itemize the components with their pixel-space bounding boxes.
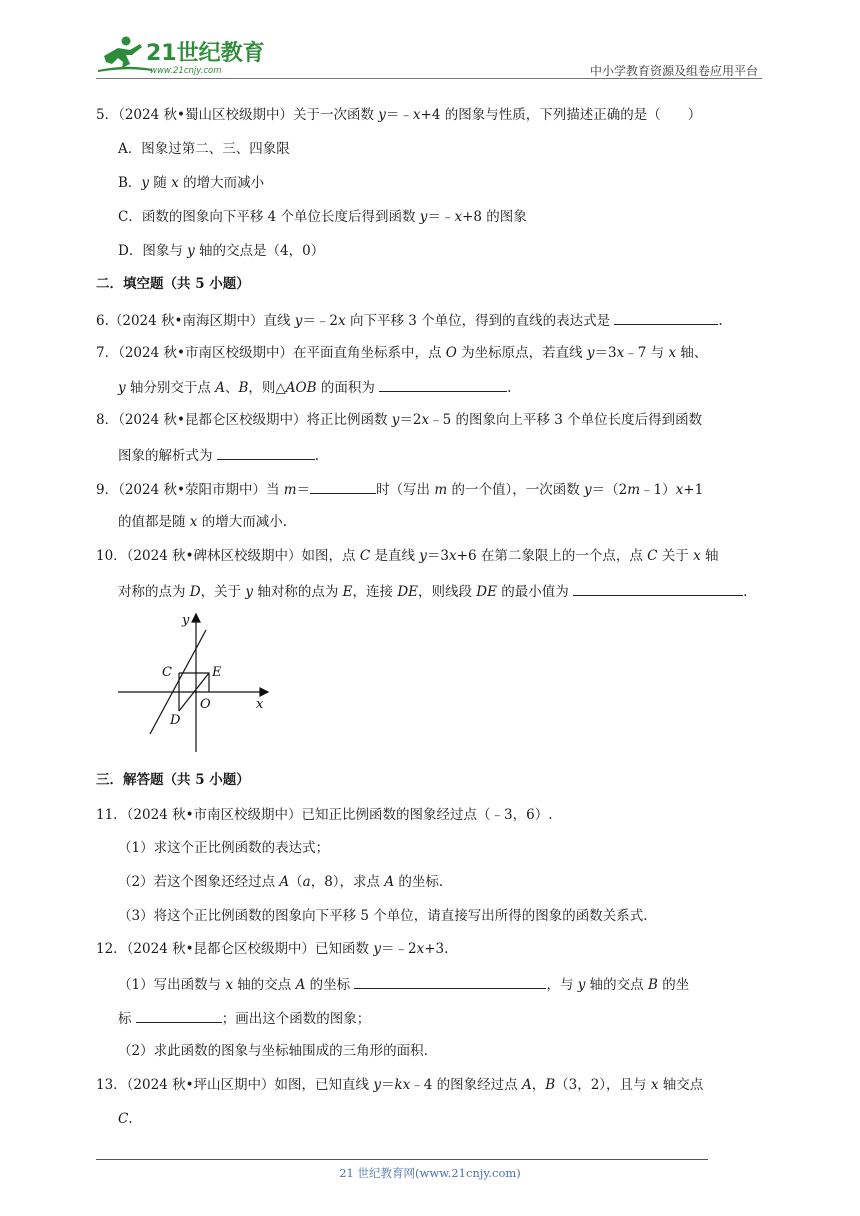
question-12-part-1-line-2: 标 ；画出这个函数的图象； xyxy=(118,1008,370,1028)
answer-blank xyxy=(614,310,718,325)
x-axis-arrow xyxy=(260,688,268,696)
question-5-option-c: C．函数的图象向下平移 4 个单位长度后得到函数 y＝﹣x+8 的图象 xyxy=(118,209,527,225)
question-11-stem: 11．（2024 秋•市南区校级期中）已知正比例函数的图象经过点（﹣3，6）. xyxy=(96,807,553,823)
question-7-line-2: y 轴分别交于点 A、B，则△AOB 的面积为 . xyxy=(118,377,511,397)
question-11-part-1: （1）求这个正比例函数的表达式； xyxy=(118,840,330,856)
question-11-part-3: （3）将这个正比例函数的图象向下平移 5 个单位，请直接写出所得的图象的函数关系式. xyxy=(118,908,648,924)
question-5-stem: 5．（2024 秋•蜀山区校级期中）关于一次函数 y＝﹣x+4 的图象与性质，下列描述正确的是（ ） xyxy=(96,107,702,123)
question-9-line-1: 9．（2024 秋•荥阳市期中）当 m＝ 时（写出 m 的一个值），一次函数 y＝（2m﹣1）x+1 xyxy=(96,479,703,499)
question-10-line-1: 10．（2024 秋•碑林区校级期中）如图，点 C 是直线 y＝3x+6 在第二象限上的一个点，点 C 关于 x 轴 xyxy=(96,548,719,564)
answer-blank xyxy=(354,974,546,989)
answer-blank xyxy=(573,581,743,596)
point-c-label: C xyxy=(162,665,172,680)
question-7-line-1: 7．（2024 秋•市南区校级期中）在平面直角坐标系中，点 O 为坐标原点，若直线 y＝3x﹣7 与 x 轴、 xyxy=(96,345,708,361)
point-e-label: E xyxy=(212,665,222,680)
question-12-stem: 12．（2024 秋•昆都仑区校级期中）已知函数 y＝﹣2x+3. xyxy=(96,941,449,957)
question-13-line-1: 13．（2024 秋•坪山区期中）如图，已知直线 y＝kx﹣4 的图象经过点 A，B（3，2），且与 x 轴交点 xyxy=(96,1077,704,1093)
answer-blank xyxy=(136,1008,222,1023)
question-12-part-2: （2）求此函数的图象与坐标轴围成的三角形的面积. xyxy=(118,1043,428,1059)
question-8-line-1: 8．（2024 秋•昆都仑区校级期中）将正比例函数 y＝2x﹣5 的图象向上平移 3 个单位长度后得到函数 xyxy=(96,412,703,428)
question-8-line-2: 图象的解析式为 . xyxy=(118,445,319,465)
rectangle-c-e xyxy=(179,673,209,692)
origin-label: O xyxy=(200,697,211,712)
question-9-line-2: 的值都是随 x 的增大而减小. xyxy=(118,514,288,530)
y-axis-label: y xyxy=(182,613,190,628)
answer-blank xyxy=(379,377,507,392)
site-logo xyxy=(96,34,266,76)
section-solutions-heading: 三．解答题（共 5 小题） xyxy=(96,772,250,788)
footer-divider xyxy=(96,1159,708,1160)
question-10-figure xyxy=(116,610,276,756)
question-6: 6.（2024 秋•南海区期中）直线 y＝﹣2x 向下平移 3 个单位，得到的直线的表达式是 . xyxy=(96,310,723,330)
question-5-option-a: A．图象过第二、三、四象限 xyxy=(118,141,290,157)
question-5-option-d: D．图象与 y 轴的交点是（4，0） xyxy=(118,243,325,259)
svg-text:www.21cnjy.com: www.21cnjy.com xyxy=(150,66,222,76)
platform-name: 中小学教育资源及组卷应用平台 xyxy=(589,64,758,78)
answer-blank xyxy=(217,445,315,460)
question-5-option-b: B．y 随 x 的增大而减小 xyxy=(118,175,265,191)
question-11-part-2: （2）若这个图象还经过点 A（a，8），求点 A 的坐标. xyxy=(118,874,444,890)
footer-site-link[interactable]: 21 世纪教育网(www.21cnjy.com) xyxy=(339,1166,521,1180)
question-13-line-2: C. xyxy=(118,1111,133,1127)
y-axis-arrow xyxy=(192,614,200,622)
question-12-part-1-line-1: （1）写出函数与 x 轴的交点 A 的坐标 ，与 y 轴的交点 B 的坐 xyxy=(118,974,689,994)
page-header xyxy=(96,34,762,80)
point-d-label: D xyxy=(170,713,181,728)
answer-blank xyxy=(310,479,376,494)
x-axis-label: x xyxy=(256,697,264,712)
header-divider xyxy=(96,78,762,79)
svg-text:21世纪教育: 21世纪教育 xyxy=(146,41,265,66)
question-10-line-2: 对称的点为 D，关于 y 轴对称的点为 E，连接 DE，则线段 DE 的最小值为 . xyxy=(118,581,747,601)
section-fill-in-heading: 二．填空题（共 5 小题） xyxy=(96,276,250,292)
